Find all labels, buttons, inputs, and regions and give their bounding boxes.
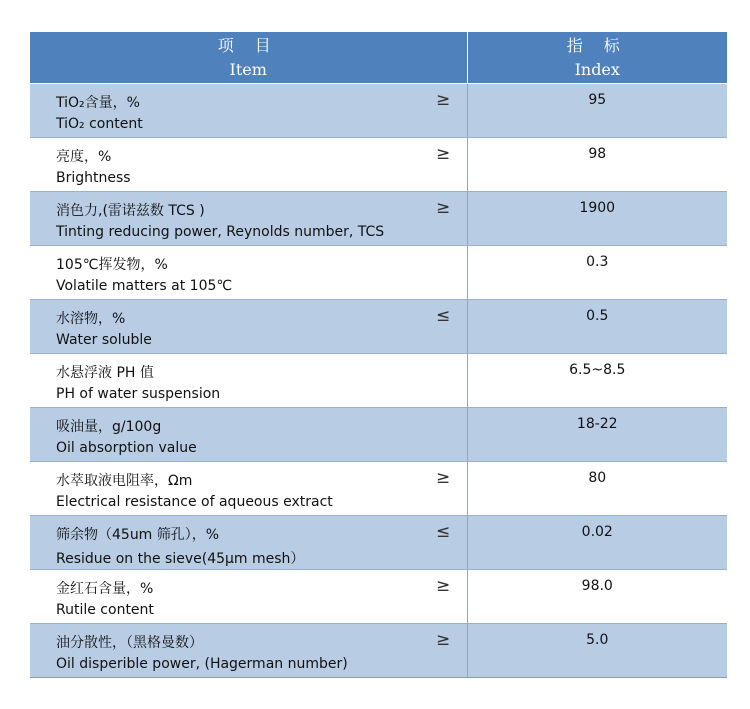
comparison-symbol: ≤	[436, 522, 451, 542]
item-name-zh: 吸油量，g/100g	[56, 419, 162, 435]
item-name-en: Volatile matters at 105℃	[56, 278, 233, 294]
item-name-en: Brightness	[56, 170, 131, 186]
item-name-zh: 金红石含量，%	[56, 581, 154, 597]
index-value: 98.0	[467, 570, 727, 624]
index-value: 98	[467, 138, 727, 192]
index-value: 18-22	[467, 408, 727, 462]
item-name-zh: TiO₂含量，%	[56, 95, 140, 111]
item-cell	[30, 570, 467, 624]
item-name-en: Oil absorption value	[56, 440, 197, 456]
item-cell	[30, 354, 467, 408]
item-name-zh: 油分散性，（黑格曼数）	[56, 635, 203, 651]
table-row	[30, 516, 727, 570]
table-row	[30, 570, 727, 624]
item-name-en: Oil disperible power, (Hagerman number)	[56, 656, 348, 672]
index-value: 95	[467, 84, 727, 138]
item-cell	[30, 516, 467, 570]
comparison-symbol: ≤	[436, 306, 451, 326]
index-value: 0.5	[467, 300, 727, 354]
index-value: 0.02	[467, 516, 727, 570]
comparison-symbol: ≥	[436, 630, 451, 650]
item-cell	[30, 462, 467, 516]
table-header-row	[30, 32, 727, 84]
item-name-zh: 水溶物，%	[56, 311, 126, 327]
item-name-en: Electrical resistance of aqueous extract	[56, 494, 333, 510]
item-cell	[30, 300, 467, 354]
item-name-en: Water soluble	[56, 332, 152, 348]
item-cell	[30, 84, 467, 138]
header-item-en: Item	[229, 60, 267, 79]
item-name-zh: 水悬浮液 PH 值	[56, 365, 154, 381]
table-row	[30, 192, 727, 246]
item-name-en: TiO₂ content	[56, 116, 143, 132]
item-name-zh: 水萃取液电阻率，Ωm	[56, 473, 193, 489]
table-row	[30, 138, 727, 192]
spec-sheet	[30, 32, 727, 678]
item-name-en: Rutile content	[56, 602, 154, 618]
index-value: 80	[467, 462, 727, 516]
item-cell	[30, 624, 467, 678]
header-item	[30, 32, 467, 84]
index-value: 5.0	[467, 624, 727, 678]
header-index	[467, 32, 727, 84]
spec-table	[30, 32, 727, 678]
table-row	[30, 408, 727, 462]
item-name-zh: 亮度，%	[56, 149, 112, 165]
comparison-symbol: ≥	[436, 468, 451, 488]
item-name-en: Residue on the sieve(45μm mesh）	[56, 551, 305, 567]
comparison-symbol: ≥	[436, 198, 451, 218]
comparison-symbol: ≥	[436, 90, 451, 110]
table-row	[30, 624, 727, 678]
item-name-zh: 消色力,(雷诺兹数 TCS )	[56, 203, 205, 219]
item-name-en: PH of water suspension	[56, 386, 221, 402]
comparison-symbol: ≥	[436, 144, 451, 164]
table-row	[30, 300, 727, 354]
item-cell	[30, 138, 467, 192]
table-row	[30, 246, 727, 300]
item-cell	[30, 246, 467, 300]
table-row	[30, 462, 727, 516]
item-name-en: Tinting reducing power, Reynolds number, TCS	[56, 224, 385, 240]
header-index-en: Index	[574, 60, 620, 79]
table-row	[30, 354, 727, 408]
header-index-zh: 指 标	[566, 36, 628, 55]
item-name-zh: 105℃挥发物，%	[56, 257, 168, 273]
table-row	[30, 84, 727, 138]
index-value: 0.3	[467, 246, 727, 300]
comparison-symbol: ≥	[436, 576, 451, 596]
index-value: 1900	[467, 192, 727, 246]
item-name-zh: 筛余物（45um 筛孔），%	[56, 527, 220, 543]
item-cell	[30, 408, 467, 462]
item-cell	[30, 192, 467, 246]
header-item-zh: 项 目	[217, 36, 279, 55]
index-value: 6.5~8.5	[467, 354, 727, 408]
